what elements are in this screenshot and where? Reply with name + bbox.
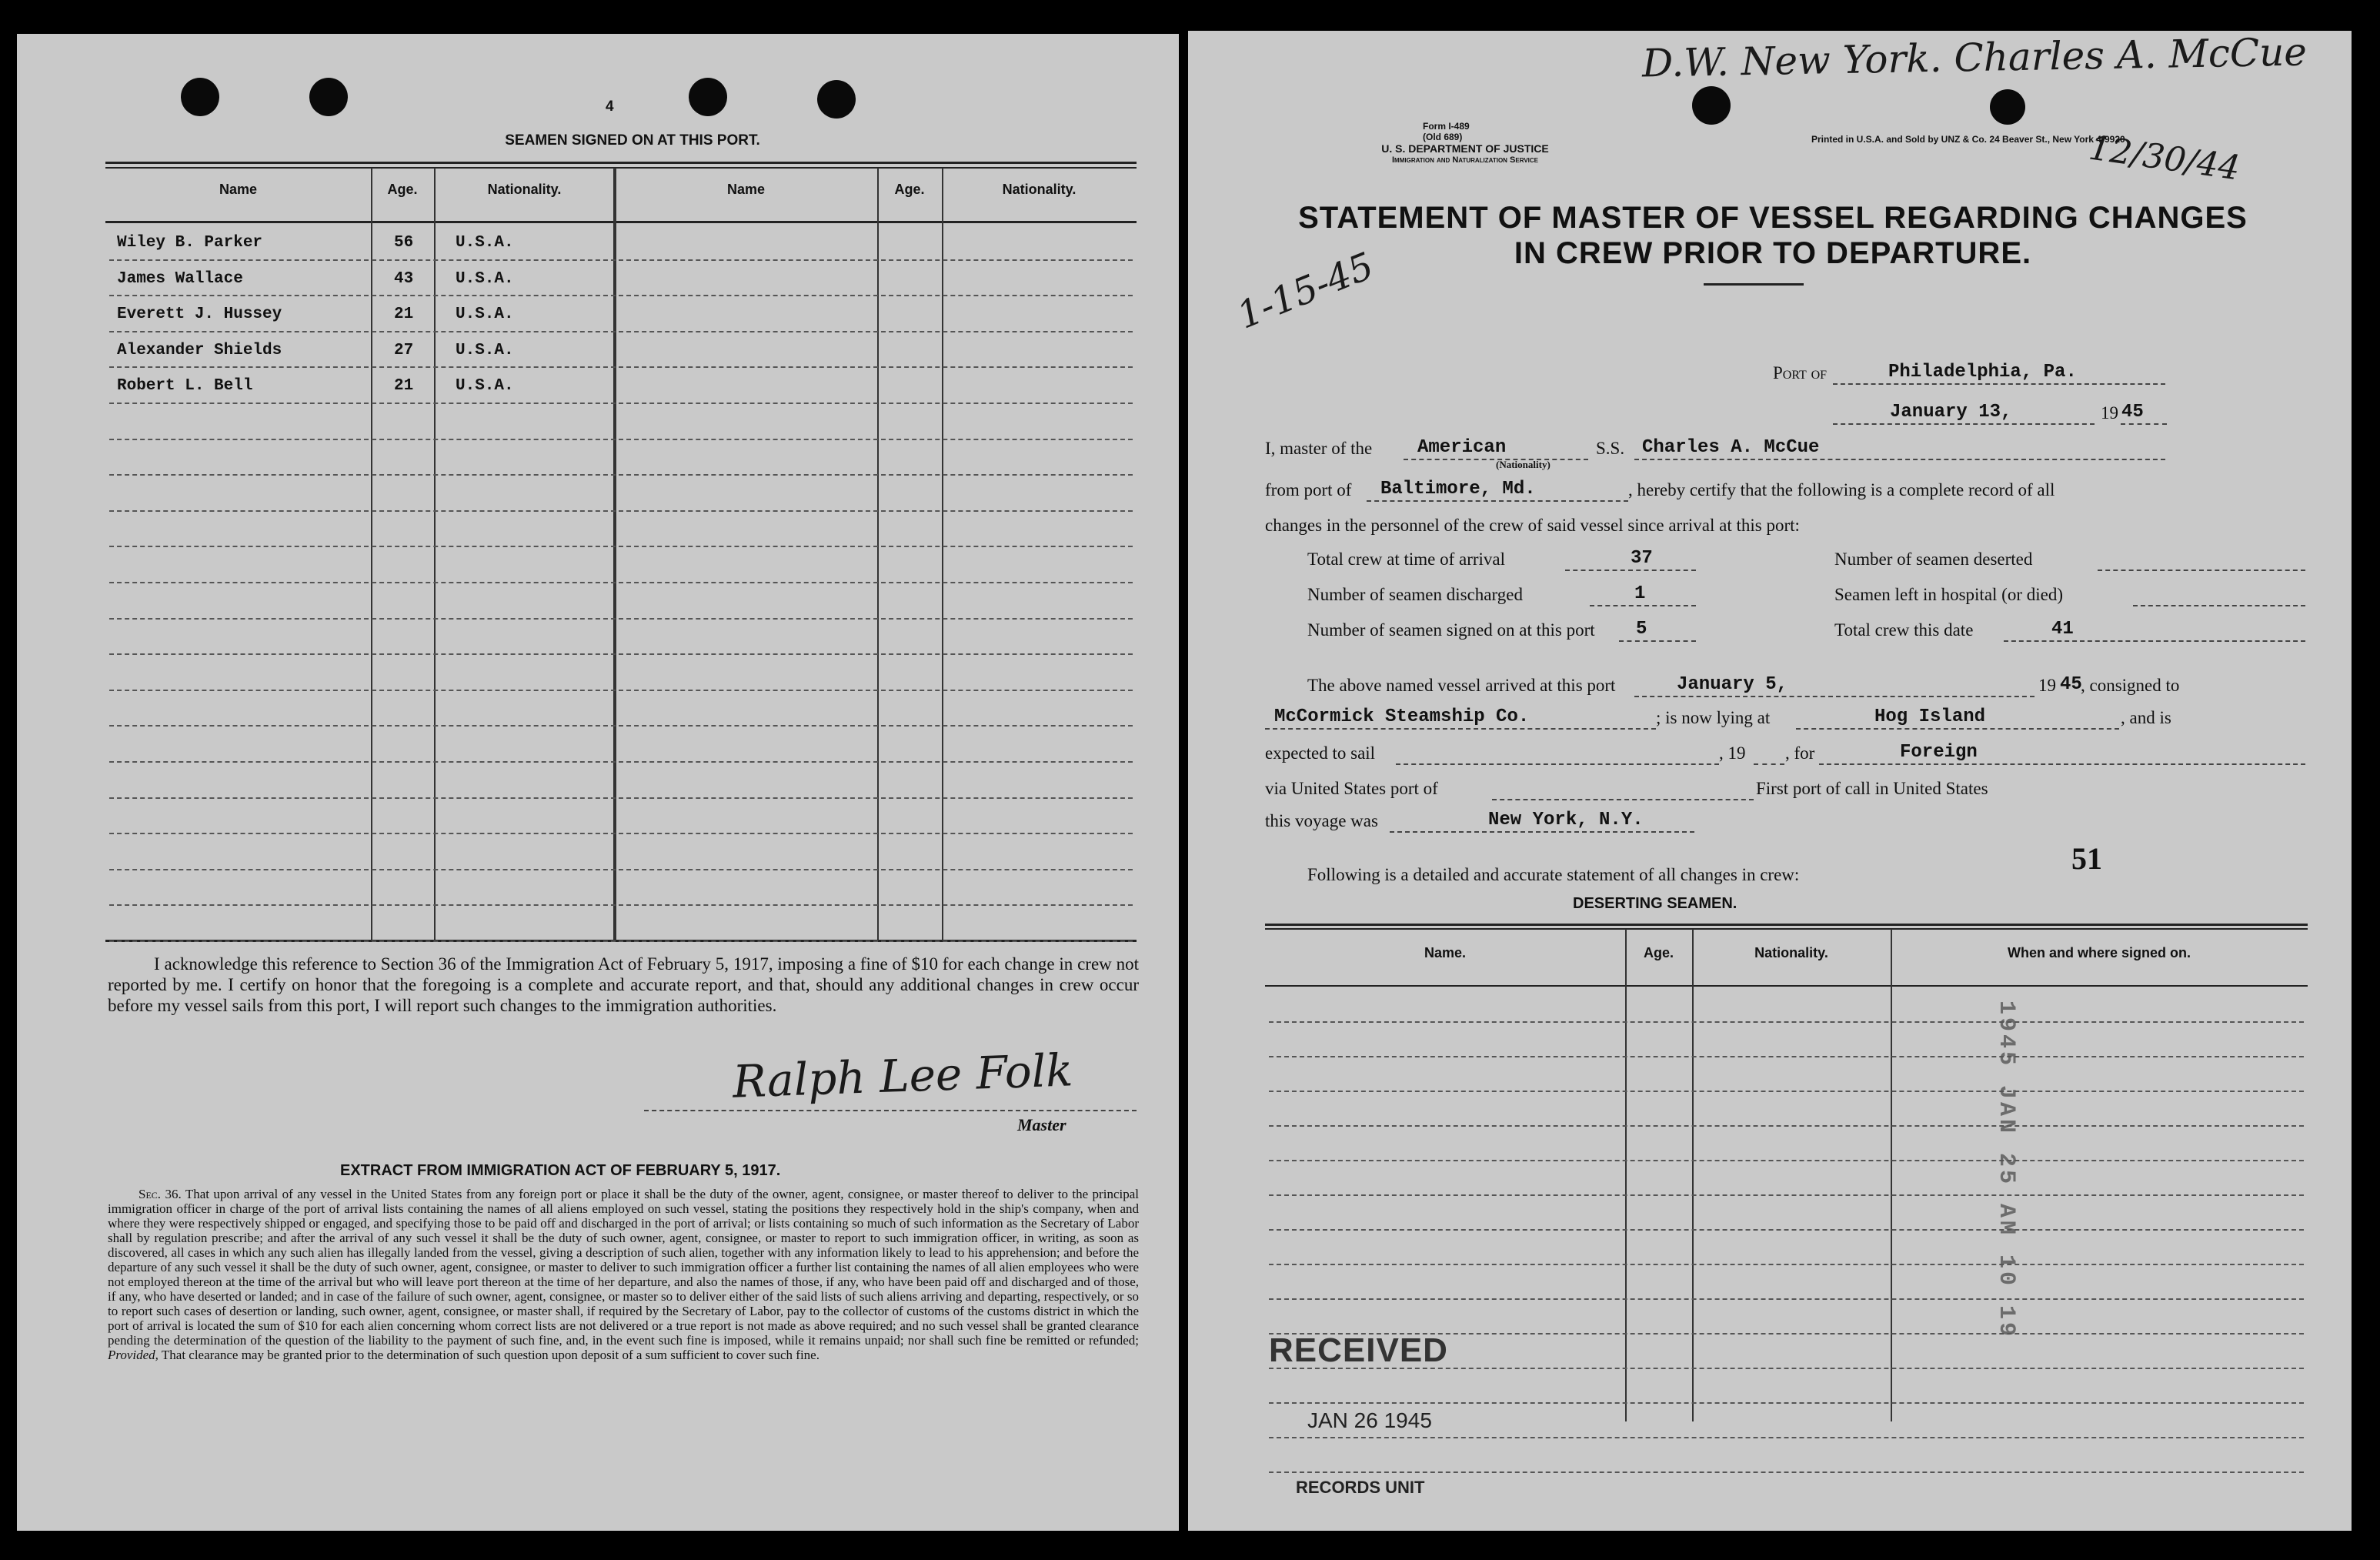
table-row-line bbox=[109, 797, 1133, 799]
following-label: Following is a detailed and accurate statement of all changes in crew: bbox=[1307, 865, 1800, 884]
table-row-line bbox=[109, 259, 1133, 261]
punch-hole bbox=[181, 78, 219, 116]
master-of-label: I, master of the bbox=[1265, 439, 1373, 458]
total-crew-date-value: 41 bbox=[2051, 619, 2074, 640]
column-header: Nationality. bbox=[487, 182, 562, 197]
from-port-value: Baltimore, Md. bbox=[1380, 479, 1536, 499]
handwritten-date-left: 1-15-45 bbox=[1231, 244, 1380, 338]
seaman-name: Alexander Shields bbox=[117, 341, 282, 359]
vertical-date-stamp: 1945 JAN 25 AM 10 19 bbox=[1993, 1000, 2019, 1340]
consigned-label: , consigned to bbox=[2081, 676, 2180, 695]
printer-note: Printed in U.S.A. and Sold by UNZ & Co. 24 Beaver St., New York 4-9920 bbox=[1811, 134, 2125, 145]
extract-body bbox=[108, 1187, 1139, 1362]
table-row-line bbox=[1269, 1471, 2304, 1473]
seaman-nationality: U.S.A. bbox=[456, 341, 514, 359]
table-row-line bbox=[109, 295, 1133, 296]
deserting-header: DESERTING SEAMEN. bbox=[1573, 895, 1737, 912]
column-header: Age. bbox=[894, 182, 925, 197]
ss-label: S.S. bbox=[1596, 439, 1625, 458]
table-row-line bbox=[1269, 1125, 2304, 1127]
table-row-line bbox=[109, 940, 1133, 942]
table-row-line bbox=[109, 761, 1133, 763]
table-row-line bbox=[1269, 1402, 2304, 1404]
right-page bbox=[1188, 31, 2352, 1531]
date-year-suffix: 45 bbox=[2121, 402, 2144, 423]
seamen-signed-header: SEAMEN SIGNED ON AT THIS PORT. bbox=[505, 132, 760, 149]
form-title bbox=[1265, 200, 2281, 271]
table-row-line bbox=[1269, 1160, 2304, 1161]
table-row-line bbox=[109, 474, 1133, 476]
table-row-line bbox=[109, 618, 1133, 620]
form-old: (Old 689) bbox=[1423, 132, 1463, 142]
sail-for-value: Foreign bbox=[1900, 742, 1978, 763]
column-header: Nationality. bbox=[1002, 182, 1077, 197]
table-row-line bbox=[109, 366, 1133, 368]
punch-hole bbox=[817, 80, 856, 119]
extract-proviso-text: That clearance may be granted prior to the determination of such question upon deposit of a sum sufficient to cover such fine. bbox=[161, 1348, 819, 1362]
acknowledgement-text: I acknowledge this reference to Section 36 of the Immigration Act of February 5, 1917, imposing a fine of $10 for each change in crew not reported by me. I certify on honor that the foregoing is a complete and accurate report, and that, should any additional changes in crew occur before my vessel sails from this port, I will report such changes to the immigration authorities. bbox=[108, 954, 1139, 1015]
seaman-age: 21 bbox=[394, 306, 414, 324]
extract-text: That upon arrival of any vessel in the United States from any foreign port or place it shall be the duty of the owner, agent, consignee, or master thereof to deliver to the principal immigration officer in charge of the port of arrival lists containing the names of all aliens employed on such vessel, stating the positions they respectively hold in the ship's company, when and where they were respectively shipped or engaged, and specifying those to be paid off and discharged in the port of arrival; or lists containing so much of such information as the Secretary of Labor shall by regulation prescribe; and after the arrival of any such vessel it shall be the duty of such owner, agent, consignee, or master to report to such immigration officer, in writing, as soon as discovered, all cases in which any such alien has illegally landed from the vessel, giving a description of such alien, together with any information likely to lead to his apprehension; and before the departure of any such vessel it shall be the duty of such owner, agent, consignee, or master to deliver to such immigration officer a further list containing the names of all alien employees who were not employed thereon at the time of the arrival but who will leave port thereon at the time of her departure, and also the names of those, if any, who have been paid off and discharged and of those, if any, who have deserted or landed; and in case of the failure of such owner, agent, consignee, or master so to deliver either of the said lists of such aliens arriving and departing, respectively, or so to report such cases of desertion or landing, such owner, agent, consignee, or master shall, if required by the Secretary of Labor, pay to the collector of customs of the customs district in which the port of arrival is located the sum of $10 for each alien concerning whom correct lists are not delivered or a true report is not made as above required; and no such vessel shall be granted clearance pending the determination of the question of the liability to the payment of such fine, and, in the event such fine is imposed, while it remains unpaid; nor shall such fine be remitted or refunded; bbox=[108, 1187, 1139, 1348]
table-row-line bbox=[1269, 1021, 2304, 1023]
column-header: Nationality. bbox=[1754, 945, 1828, 960]
this-voyage-label: this voyage was bbox=[1265, 811, 1378, 830]
lying-label: ; is now lying at bbox=[1656, 708, 1771, 727]
punch-hole bbox=[689, 78, 727, 116]
column-header: Name. bbox=[1424, 945, 1467, 960]
form-number: Form I-489 bbox=[1423, 121, 1470, 132]
for-label: , for bbox=[1785, 743, 1815, 763]
first-port-value: New York, N.Y. bbox=[1488, 810, 1644, 830]
punch-hole bbox=[309, 78, 348, 116]
seaman-age: 56 bbox=[394, 234, 414, 252]
records-unit-stamp: RECORDS UNIT bbox=[1296, 1478, 1425, 1497]
seamen-discharged-label: Number of seamen discharged bbox=[1307, 585, 1523, 604]
table-row-line bbox=[1269, 1298, 2304, 1300]
seaman-name: Robert L. Bell bbox=[117, 377, 253, 396]
via-label: via United States port of bbox=[1265, 779, 1438, 798]
table-row-line bbox=[109, 331, 1133, 332]
first-port-label: First port of call in United States bbox=[1756, 779, 1988, 798]
sail-year-label: , 19 bbox=[1719, 743, 1746, 763]
received-stamp: RECEIVED bbox=[1269, 1331, 1448, 1369]
and-is-label: , and is bbox=[2121, 708, 2171, 727]
table-row-line bbox=[109, 582, 1133, 583]
consignee-value: McCormick Steamship Co. bbox=[1274, 707, 1530, 727]
seaman-nationality: U.S.A. bbox=[456, 234, 514, 252]
extract-title: EXTRACT FROM IMMIGRATION ACT OF FEBRUARY 5, 1917. bbox=[340, 1162, 781, 1179]
received-date-stamp: JAN 26 1945 bbox=[1307, 1408, 1432, 1432]
seaman-nationality: U.S.A. bbox=[456, 306, 514, 324]
seamen-discharged-value: 1 bbox=[1634, 583, 1646, 604]
seaman-nationality: U.S.A. bbox=[456, 377, 514, 396]
handwritten-header: D.W. New York. Charles A. McCue bbox=[1641, 29, 2308, 86]
total-crew-arrival-value: 37 bbox=[1631, 548, 1653, 569]
seamen-signed-value: 5 bbox=[1636, 619, 1647, 640]
table-row-line bbox=[109, 653, 1133, 655]
seaman-age: 27 bbox=[394, 341, 414, 359]
arrived-year-suffix: 45 bbox=[2060, 674, 2082, 695]
table-row-line bbox=[1269, 1437, 2304, 1438]
changes-text: changes in the personnel of the crew of said vessel since arrival at this port: bbox=[1265, 516, 1800, 535]
arrived-year-prefix: 19 bbox=[2038, 676, 2056, 695]
table-row-line bbox=[1269, 1264, 2304, 1265]
column-header: Name bbox=[726, 182, 766, 197]
extract-section: Sec. 36. bbox=[139, 1187, 182, 1201]
from-port-label: from port of bbox=[1265, 480, 1352, 499]
nationality-caption: (Nationality) bbox=[1496, 459, 1551, 470]
table-row-line bbox=[109, 690, 1133, 691]
total-crew-date-label: Total crew this date bbox=[1834, 620, 1974, 640]
table-row-line bbox=[1269, 1056, 2304, 1057]
service: Immigration and Naturalization Service bbox=[1391, 155, 1538, 165]
seaman-age: 43 bbox=[394, 269, 414, 288]
arrived-label: The above named vessel arrived at this port bbox=[1307, 676, 1616, 695]
department: U. S. DEPARTMENT OF JUSTICE bbox=[1381, 142, 1549, 155]
table-row-line bbox=[1269, 1229, 2304, 1231]
seaman-age: 21 bbox=[394, 377, 414, 396]
port-of-label: Port of bbox=[1773, 363, 1828, 382]
table-row-line bbox=[109, 833, 1133, 834]
port-of-value: Philadelphia, Pa. bbox=[1888, 362, 2077, 382]
page-number: 4 bbox=[606, 99, 614, 115]
seaman-name: Everett J. Hussey bbox=[117, 306, 282, 324]
column-header: Age. bbox=[1643, 945, 1674, 960]
table-row-line bbox=[109, 439, 1133, 440]
seamen-signed-label: Number of seamen signed on at this port bbox=[1307, 620, 1595, 640]
certify-text: , hereby certify that the following is a complete record of all bbox=[1628, 480, 2055, 499]
vessel-name: Charles A. McCue bbox=[1642, 437, 1820, 458]
table-row-line bbox=[109, 546, 1133, 547]
date-value: January 13, bbox=[1890, 402, 2012, 423]
column-header: Age. bbox=[387, 182, 418, 197]
total-crew-arrival-label: Total crew at time of arrival bbox=[1307, 550, 1506, 569]
handwritten-date-right: 12/30/44 bbox=[2086, 128, 2243, 189]
column-header: Name bbox=[219, 182, 258, 197]
nationality-value: American bbox=[1417, 437, 1507, 458]
date-year-prefix: 19 bbox=[2101, 403, 2118, 423]
seaman-nationality: U.S.A. bbox=[456, 269, 514, 288]
form-title-line1: STATEMENT OF MASTER OF VESSEL REGARDING CHANGES bbox=[1298, 201, 2248, 235]
lying-at-value: Hog Island bbox=[1874, 707, 1986, 727]
expected-label: expected to sail bbox=[1265, 743, 1376, 763]
punch-hole bbox=[1692, 86, 1731, 125]
master-signature: Ralph Lee Folk bbox=[731, 1044, 1074, 1108]
left-page bbox=[17, 34, 1179, 1531]
seaman-name: James Wallace bbox=[117, 269, 243, 288]
table-row-line bbox=[109, 904, 1133, 906]
extract-proviso-word: Provided, bbox=[108, 1348, 159, 1362]
table-row-line bbox=[1269, 1091, 2304, 1092]
seamen-deserted-label: Number of seamen deserted bbox=[1834, 550, 2033, 569]
table-row-line bbox=[109, 510, 1133, 512]
form-title-line2: IN CREW PRIOR TO DEPARTURE. bbox=[1514, 236, 2032, 270]
column-header: When and where signed on. bbox=[2007, 945, 2191, 960]
table-row-line bbox=[1269, 1194, 2304, 1196]
signature-role: Master bbox=[1017, 1115, 1066, 1134]
seamen-hospital-label: Seamen left in hospital (or died) bbox=[1834, 585, 2064, 604]
arrived-date-value: January 5, bbox=[1677, 674, 1788, 695]
table-row-line bbox=[109, 403, 1133, 404]
table-row-line bbox=[109, 725, 1133, 727]
punch-hole bbox=[1990, 89, 2025, 125]
table-row-line bbox=[109, 869, 1133, 870]
seaman-name: Wiley B. Parker bbox=[117, 234, 263, 252]
handwritten-number: 51 bbox=[2071, 841, 2102, 876]
